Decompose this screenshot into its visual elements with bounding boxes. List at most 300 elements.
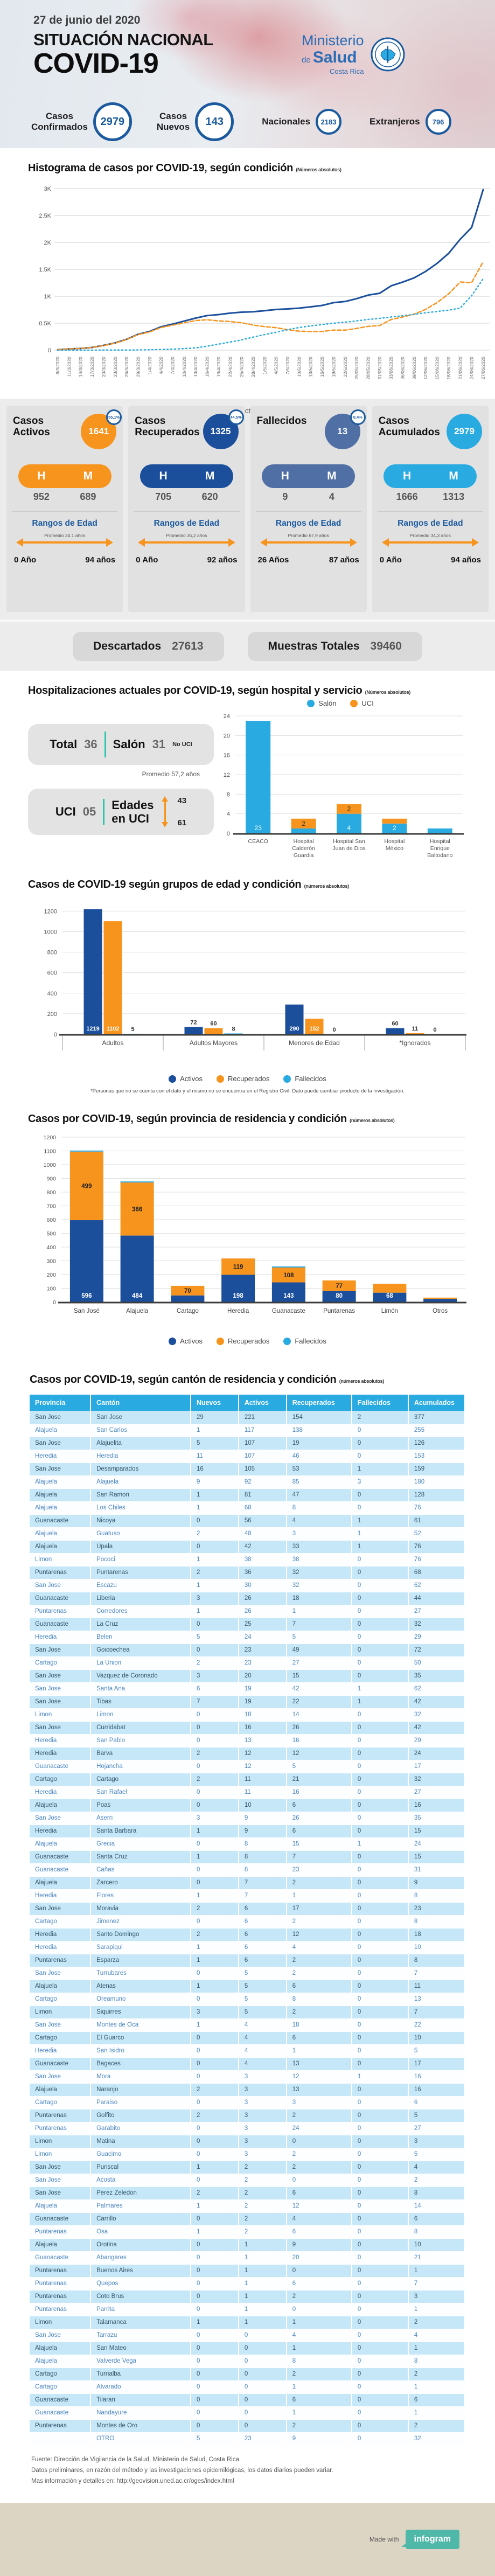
hero-header xyxy=(0,0,495,148)
table-cell: 29 xyxy=(408,1631,465,1644)
table-cell: 1 xyxy=(352,2070,408,2083)
male-count: 705 xyxy=(155,491,172,502)
table-cell: 0 xyxy=(191,1786,239,1799)
table-cell: 1 xyxy=(287,2044,352,2057)
table-cell: 2 xyxy=(191,1527,239,1540)
age-min: 26 Años xyxy=(257,555,289,565)
table-cell: 0 xyxy=(191,1514,239,1527)
table-cell: Cartago xyxy=(30,2380,90,2393)
table-cell: 19 xyxy=(239,1695,287,1708)
table-cell: 1 xyxy=(239,2290,287,2303)
table-cell: 4 xyxy=(287,2329,352,2342)
x-axis-label: 11/3/2020 xyxy=(66,357,72,377)
x-axis-label: México xyxy=(385,845,404,852)
x-axis-label: 29/3/2020 xyxy=(135,357,141,377)
table-cell: San Jose xyxy=(30,1437,90,1450)
table-cell: 0 xyxy=(191,1721,239,1734)
table-cell: Tilaran xyxy=(90,2393,191,2406)
x-axis-label: Limón xyxy=(381,1308,399,1314)
table-cell: 35 xyxy=(408,1812,465,1825)
table-cell: Guacimo xyxy=(90,2148,191,2161)
table-cell: 6 xyxy=(287,2225,352,2238)
y-axis-label: 200 xyxy=(47,1011,57,1018)
table-row xyxy=(30,2277,465,2290)
hospital-chart-legend: Salón UCI xyxy=(214,699,467,707)
table-cell: Grecia xyxy=(90,1837,191,1850)
y-axis-label: 600 xyxy=(46,1217,56,1223)
table-cell: 0 xyxy=(352,1786,408,1799)
table-cell: Puntarenas xyxy=(30,1954,90,1967)
table-cell: 0 xyxy=(239,2419,287,2432)
table-cell: 2 xyxy=(408,2419,465,2432)
x-axis-label: 12/06/2020 xyxy=(423,357,429,380)
table-cell: 5 xyxy=(239,2006,287,2018)
table-cell: 1 xyxy=(239,2251,287,2264)
x-axis-label: Heredia xyxy=(227,1308,249,1314)
activos-value-label: 143 xyxy=(283,1293,294,1299)
table-cell: 0 xyxy=(239,2380,287,2393)
card-percent-badge: 0,4% xyxy=(350,409,366,425)
histogram-title: Histograma de casos por COVID-19, según condición (Números absolutos) xyxy=(28,162,341,174)
series-acumulados xyxy=(58,190,483,350)
table-cell: 6 xyxy=(239,1941,287,1954)
table-cell: 0 xyxy=(239,2342,287,2355)
table-cell: 5 xyxy=(239,1980,287,1993)
table-cell: 33 xyxy=(287,1540,352,1553)
y-axis-label: 1.5K xyxy=(39,267,51,273)
table-cell: 0 xyxy=(352,1592,408,1605)
table-cell: 0 xyxy=(191,2148,239,2161)
province-chart-title: Casos por COVID-19, según provincia de residencia y condición (números absolutos) xyxy=(28,1113,395,1125)
x-axis-label: 25/05/2020 xyxy=(354,357,360,380)
table-cell: 4 xyxy=(239,2044,287,2057)
salon-legend-dot-icon xyxy=(307,700,315,707)
table-cell: 13 xyxy=(287,2083,352,2096)
table-cell: 11 xyxy=(191,1450,239,1463)
salon-value-label: 4 xyxy=(347,824,351,832)
table-cell: 1 xyxy=(239,2277,287,2290)
table-cell: 0 xyxy=(352,1669,408,1682)
x-axis-label: 19/4/2020 xyxy=(215,357,221,377)
fallecidos-legend-dot-icon xyxy=(283,1075,291,1083)
table-cell: Heredia xyxy=(30,1631,90,1644)
table-cell: 0 xyxy=(352,1902,408,1915)
y-axis-label: 16 xyxy=(223,752,230,759)
table-cell: San Jose xyxy=(30,1812,90,1825)
table-cell: Limon xyxy=(30,2316,90,2329)
table-cell: San Jose xyxy=(30,1682,90,1695)
table-cell: 0 xyxy=(352,2187,408,2199)
table-row xyxy=(30,1954,465,1967)
table-cell: 62 xyxy=(408,1682,465,1695)
x-axis-label: 03/06/2020 xyxy=(388,357,394,380)
table-cell: 5 xyxy=(287,1760,352,1773)
table-cell: Matina xyxy=(90,2135,191,2148)
card-percent-badge: 55,1% xyxy=(106,409,122,425)
table-cell: 26 xyxy=(287,1812,352,1825)
x-axis-label: Hospital xyxy=(384,838,405,845)
infogram-footer-bar xyxy=(0,2503,495,2576)
table-cell: San Carlos xyxy=(90,1424,191,1437)
table-cell: 3 xyxy=(287,1527,352,1540)
table-cell: 92 xyxy=(239,1475,287,1488)
age-max: 92 años xyxy=(207,555,238,565)
card-title: Casos Activos xyxy=(13,415,50,438)
table-cell: 0 xyxy=(191,2264,239,2277)
more-info-link[interactable]: Mas información y detalles en: http://geovision.uned.ac.cr/oges/index.html xyxy=(31,2477,234,2484)
y-axis-label: 600 xyxy=(47,970,57,977)
table-cell: 7 xyxy=(239,1876,287,1889)
table-cell: 107 xyxy=(239,1450,287,1463)
ministry-name-line1: Ministerio xyxy=(302,32,364,48)
x-axis-label: Guanacaste xyxy=(271,1308,305,1314)
table-cell: 0 xyxy=(352,2290,408,2303)
table-cell: 5 xyxy=(408,2148,465,2161)
table-cell: 0 xyxy=(352,1553,408,1566)
table-cell: Coto Brus xyxy=(90,2290,191,2303)
table-cell: 6 xyxy=(408,2393,465,2406)
table-cell: 0 xyxy=(352,2406,408,2419)
average-age-label: Promedio 35,2 años xyxy=(166,533,207,538)
table-cell: Guanacaste xyxy=(30,1592,90,1605)
table-cell: 105 xyxy=(239,1463,287,1475)
descartados-pill: Descartados 27613 xyxy=(73,632,224,661)
table-cell: 0 xyxy=(352,2393,408,2406)
table-row xyxy=(30,1669,465,1682)
table-cell: 1 xyxy=(191,2199,239,2212)
value-label: 5 xyxy=(131,1026,135,1033)
ministry-seal-icon xyxy=(371,37,405,72)
recuperados-value-label: 119 xyxy=(233,1264,243,1271)
table-cell: Moravia xyxy=(90,1902,191,1915)
age-range-title: Rangos de Edad xyxy=(275,519,341,528)
table-cell: 0 xyxy=(191,1618,239,1631)
table-cell: 27 xyxy=(287,1656,352,1669)
table-cell: 3 xyxy=(239,2109,287,2122)
table-cell: 6 xyxy=(239,1902,287,1915)
table-cell: 10 xyxy=(408,2031,465,2044)
table-cell: 8 xyxy=(239,1863,287,1876)
table-cell: 0 xyxy=(352,2044,408,2057)
x-axis-label: Adultos xyxy=(102,1039,124,1047)
table-row xyxy=(30,1488,465,1501)
canton-table-section xyxy=(0,1357,495,2446)
table-cell: San Jose xyxy=(30,2174,90,2187)
table-cell: 1 xyxy=(191,1850,239,1863)
card-total-circle: 13 0,4% xyxy=(325,414,360,449)
uci-age-max: 61 xyxy=(177,818,187,827)
x-axis-label: 4/5/2020 xyxy=(273,357,279,375)
stat-nacionales: Nacionales 2183 xyxy=(262,109,341,135)
table-cell: 17 xyxy=(408,1760,465,1773)
table-cell: 0 xyxy=(352,1954,408,1967)
y-axis-label: 4 xyxy=(226,811,230,818)
table-row xyxy=(30,2057,465,2070)
x-axis-label: 13/4/2020 xyxy=(193,357,199,377)
table-cell: 6 xyxy=(239,1954,287,1967)
table-cell: Puntarenas xyxy=(30,2419,90,2432)
female-count: 4 xyxy=(329,491,334,502)
x-axis-label: 19/5/2020 xyxy=(331,357,337,377)
table-row xyxy=(30,2096,465,2109)
uci-value-label: 2 xyxy=(347,805,351,813)
table-cell: 4 xyxy=(287,2212,352,2225)
female-count: 620 xyxy=(201,491,218,502)
card-percent-badge: 44,5% xyxy=(228,409,244,425)
table-cell: 2 xyxy=(287,2148,352,2161)
table-cell: Oreamuno xyxy=(90,1993,191,2006)
x-axis-label: 17/3/2020 xyxy=(89,357,95,377)
table-row xyxy=(30,2355,465,2368)
table-row xyxy=(30,2290,465,2303)
table-cell: 0 xyxy=(352,1967,408,1980)
table-row xyxy=(30,1889,465,1902)
table-cell: San Jose xyxy=(30,2329,90,2342)
y-axis-label: 2.5K xyxy=(39,213,51,219)
value-label: 290 xyxy=(289,1026,299,1032)
table-cell: Golfito xyxy=(90,2109,191,2122)
y-axis-label: 0 xyxy=(53,1299,56,1306)
recuperados-bar xyxy=(373,1284,406,1293)
hosp-total-value: 36 xyxy=(84,737,97,751)
table-cell: 8 xyxy=(239,1850,287,1863)
x-axis-label: Otros xyxy=(433,1308,448,1314)
table-cell: 9 xyxy=(287,2432,352,2445)
table-row xyxy=(30,1579,465,1592)
x-axis-label: 09/06/2020 xyxy=(411,357,417,380)
table-cell: 0 xyxy=(352,2355,408,2368)
table-cell: Cartago xyxy=(30,2368,90,2380)
y-axis-label: 3K xyxy=(44,186,51,192)
table-cell: Alajuela xyxy=(30,1837,90,1850)
table-cell: 0 xyxy=(239,2355,287,2368)
table-row xyxy=(30,2031,465,2044)
age-min: 0 Año xyxy=(14,555,37,565)
table-cell: San Jose xyxy=(30,1411,90,1424)
table-cell: 126 xyxy=(408,1437,465,1450)
table-row xyxy=(30,1837,465,1850)
gender-pill: H M xyxy=(140,464,233,488)
table-cell: Liberia xyxy=(90,1592,191,1605)
table-cell: 85 xyxy=(287,1475,352,1488)
table-row xyxy=(30,2122,465,2135)
table-header-cell: Cantón xyxy=(90,1395,191,1411)
table-cell: 0 xyxy=(352,1941,408,1954)
table-cell: 2 xyxy=(287,2368,352,2380)
table-cell: 2 xyxy=(408,2174,465,2187)
table-cell: 2 xyxy=(191,1928,239,1941)
table-cell: 32 xyxy=(408,1618,465,1631)
total-salon-box: Total 36 Salón 31 No UCI xyxy=(28,724,214,765)
value-label: 0 xyxy=(332,1027,336,1033)
table-cell: 2 xyxy=(191,1902,239,1915)
table-cell: Hojancha xyxy=(90,1760,191,1773)
table-cell: 11 xyxy=(239,1773,287,1786)
table-cell: 0 xyxy=(352,2161,408,2174)
table-cell: Heredia xyxy=(30,1747,90,1760)
table-cell: 10 xyxy=(408,2238,465,2251)
table-cell: 1 xyxy=(408,2303,465,2316)
table-cell: 0 xyxy=(352,1760,408,1773)
table-cell: 0 xyxy=(352,2018,408,2031)
bar-activos xyxy=(84,909,102,1034)
x-axis-label: Hospital xyxy=(429,838,450,845)
table-cell: 0 xyxy=(352,1863,408,1876)
top-stats-row xyxy=(0,102,495,141)
y-axis-label: 1000 xyxy=(44,929,57,936)
table-cell: 16 xyxy=(408,1799,465,1812)
table-cell: Mora xyxy=(90,2070,191,2083)
table-cell: 2 xyxy=(408,2368,465,2380)
histogram-subtitle: (Números absolutos) xyxy=(296,167,341,172)
table-cell: 10 xyxy=(239,1799,287,1812)
descartados-value: 27613 xyxy=(172,640,204,652)
bar-activos xyxy=(386,1028,405,1034)
x-axis-label: 31/05/2020 xyxy=(377,357,382,380)
table-cell: 1 xyxy=(191,1954,239,1967)
table-cell: 42 xyxy=(408,1695,465,1708)
table-cell: 0 xyxy=(191,1644,239,1656)
table-cell: 0 xyxy=(191,2380,239,2393)
table-cell: El Guarco xyxy=(90,2031,191,2044)
table-row xyxy=(30,1682,465,1695)
table-cell: 0 xyxy=(191,1915,239,1928)
table-cell: 0 xyxy=(352,2419,408,2432)
table-cell: Alajuela xyxy=(30,1424,90,1437)
table-row xyxy=(30,2342,465,2355)
table-cell: 15 xyxy=(408,1825,465,1837)
table-cell: Bagaces xyxy=(90,2057,191,2070)
value-label: 152 xyxy=(309,1026,319,1032)
table-row xyxy=(30,2251,465,2264)
table-cell: Guatuso xyxy=(90,1527,191,1540)
activos-value-label: 68 xyxy=(386,1293,393,1299)
table-cell: 0 xyxy=(191,2031,239,2044)
age-groups-bar-chart xyxy=(28,895,470,1068)
table-cell: 5 xyxy=(239,1967,287,1980)
table-row xyxy=(30,1708,465,1721)
average-age-label: Promedio 67,9 años xyxy=(288,533,329,538)
x-axis-label: Alajuela xyxy=(126,1308,149,1314)
table-row xyxy=(30,2109,465,2122)
table-cell: 76 xyxy=(408,1540,465,1553)
y-axis-label: 100 xyxy=(46,1285,56,1292)
table-cell: Corredores xyxy=(90,1605,191,1618)
table-cell: 0 xyxy=(352,1721,408,1734)
x-axis-label: Guardia xyxy=(293,852,314,859)
x-axis-label: Puntarenas xyxy=(323,1308,355,1314)
table-cell: San Jose xyxy=(30,1695,90,1708)
table-row xyxy=(30,1514,465,1527)
x-axis-label: 24/06/2020 xyxy=(469,357,475,380)
table-cell: 7 xyxy=(408,2006,465,2018)
stat-value-circle: 2183 xyxy=(316,109,341,135)
table-row xyxy=(30,1773,465,1786)
table-cell: Limon xyxy=(30,1553,90,1566)
no-uci-label: No UCI xyxy=(172,741,192,748)
table-cell: 6 xyxy=(408,2096,465,2109)
table-row xyxy=(30,2264,465,2277)
table-cell: 12 xyxy=(287,2199,352,2212)
x-axis-label: 23/3/2020 xyxy=(112,357,118,377)
table-cell: 38 xyxy=(239,1553,287,1566)
table-cell: 4 xyxy=(287,1514,352,1527)
table-cell: 0 xyxy=(352,2096,408,2109)
x-axis-label: 25/4/2020 xyxy=(239,357,245,377)
table-cell: Alajuelita xyxy=(90,1437,191,1450)
table-cell: 0 xyxy=(352,1656,408,1669)
table-row xyxy=(30,1747,465,1760)
table-cell: Cañas xyxy=(90,1863,191,1876)
table-cell: 0 xyxy=(352,1618,408,1631)
table-cell: 0 xyxy=(352,2368,408,2380)
table-row xyxy=(30,1902,465,1915)
x-axis-label: 26/3/2020 xyxy=(124,357,130,377)
recuperados-value-label: 70 xyxy=(184,1287,191,1294)
table-cell: 1 xyxy=(408,2342,465,2355)
table-cell: 1 xyxy=(408,2264,465,2277)
table-cell: 16 xyxy=(408,2083,465,2096)
bar-activos xyxy=(185,1027,203,1034)
value-label: 8 xyxy=(232,1026,235,1033)
table-cell: 42 xyxy=(408,1721,465,1734)
x-axis-label: 06/06/2020 xyxy=(400,357,406,380)
table-cell: La Cruz xyxy=(90,1618,191,1631)
table-cell: 32 xyxy=(287,1579,352,1592)
table-cell: 0 xyxy=(352,1605,408,1618)
table-cell: 13 xyxy=(239,1734,287,1747)
table-cell: 16 xyxy=(239,1721,287,1734)
table-cell: 0 xyxy=(352,1708,408,1721)
age-range-arrow-icon xyxy=(16,533,113,549)
divider xyxy=(104,732,106,757)
stat-value-circle: 2979 xyxy=(93,102,132,141)
x-axis-label: 28/05/2020 xyxy=(365,357,371,380)
table-cell: 10 xyxy=(408,1941,465,1954)
table-cell: 20 xyxy=(287,2251,352,2264)
table-cell: 3 xyxy=(239,2135,287,2148)
table-cell: 0 xyxy=(352,2380,408,2393)
table-cell: 7 xyxy=(408,1967,465,1980)
average-age-label: Promedio 34,3 años xyxy=(409,533,451,538)
table-cell: 0 xyxy=(191,2406,239,2419)
table-cell: 0 xyxy=(239,2393,287,2406)
table-cell: 1 xyxy=(191,2225,239,2238)
x-axis-label: Cartago xyxy=(176,1308,199,1314)
age-max: 94 años xyxy=(85,555,116,565)
table-row xyxy=(30,1980,465,1993)
table-cell: 15 xyxy=(287,1837,352,1850)
divider xyxy=(378,511,483,512)
table-cell: 18 xyxy=(408,1928,465,1941)
activos-value-label: 198 xyxy=(233,1293,243,1299)
table-cell: Perez Zeledon xyxy=(90,2187,191,2199)
y-axis-label: 400 xyxy=(46,1244,56,1251)
age-range-arrow-icon xyxy=(382,533,479,549)
gender-pill: H M xyxy=(384,464,477,488)
table-cell: 0 xyxy=(352,2329,408,2342)
table-cell: 1 xyxy=(287,2380,352,2393)
table-cell: Poas xyxy=(90,1799,191,1812)
table-cell: 36 xyxy=(239,1566,287,1579)
table-cell: 0 xyxy=(191,1760,239,1773)
infogram-logo[interactable]: infogram xyxy=(406,2530,459,2549)
table-cell: 1 xyxy=(352,1527,408,1540)
table-cell: Vazquez de Coronado xyxy=(90,1669,191,1682)
table-cell: San Rafael xyxy=(90,1786,191,1799)
ministry-country: Costa Rica xyxy=(329,67,364,75)
y-axis-label: 2K xyxy=(44,240,51,246)
